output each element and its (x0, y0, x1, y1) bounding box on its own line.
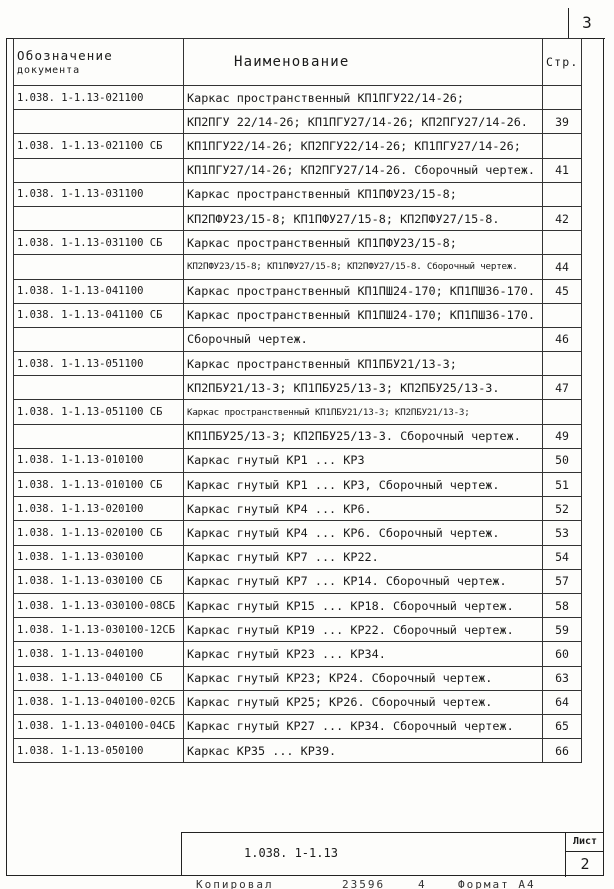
table-row (14, 303, 582, 327)
row-page: 53 (543, 521, 582, 545)
row-page (543, 182, 582, 206)
row-name: Каркас гнутый КР7 ... КР22. (184, 545, 543, 569)
header-document-line1: Обозначение (17, 48, 113, 63)
row-name: Каркас гнутый КР23 ... КР34. (184, 642, 543, 666)
row-code: 1.038. 1-1.13-040100 (14, 642, 184, 666)
table-row (14, 206, 582, 230)
table-row (14, 424, 582, 448)
row-code: 1.038. 1-1.13-051100 СБ (14, 400, 184, 424)
footer (196, 876, 606, 889)
row-code: 1.038. 1-1.13-031100 (14, 182, 184, 206)
table-row (14, 400, 582, 424)
row-name: Каркас пространственный КП1ПФУ23/15-8; (184, 231, 543, 255)
footer-index: 4 (418, 878, 427, 889)
header-page: Стр. (543, 39, 582, 86)
row-page: 49 (543, 424, 582, 448)
document-list-table (13, 38, 582, 763)
sheet-number: 3 (568, 8, 605, 39)
row-page: 66 (543, 739, 582, 763)
table-row (14, 352, 582, 376)
table-row (14, 231, 582, 255)
row-name: Каркас КР35 ... КР39. (184, 739, 543, 763)
row-code: 1.038. 1-1.13-041100 СБ (14, 303, 184, 327)
table-row (14, 690, 582, 714)
row-code (14, 327, 184, 351)
table-row (14, 618, 582, 642)
row-page: 44 (543, 255, 582, 279)
row-page (543, 231, 582, 255)
table-row (14, 521, 582, 545)
row-page: 50 (543, 448, 582, 472)
footer-format: Формат А4 (458, 878, 536, 889)
row-name: Каркас гнутый КР27 ... КР34. Сборочный чертеж. (184, 714, 543, 738)
row-page: 54 (543, 545, 582, 569)
table-row (14, 642, 582, 666)
title-block-code: 1.038. 1-1.13 (244, 846, 338, 860)
row-name: Каркас пространственный КП1ПБУ21/13-3; (184, 352, 543, 376)
row-page (543, 352, 582, 376)
row-code: 1.038. 1-1.13-030100 СБ (14, 569, 184, 593)
row-name: Каркас пространственный КП1ПШ24-170; КП1ПШ36-170. (184, 279, 543, 303)
row-code (14, 110, 184, 134)
table-row (14, 569, 582, 593)
table-row (14, 110, 582, 134)
table-row (14, 255, 582, 279)
row-code (14, 255, 184, 279)
row-name: Каркас гнутый КР4 ... КР6. Сборочный чертеж. (184, 521, 543, 545)
row-page (543, 134, 582, 158)
row-page (543, 400, 582, 424)
row-name: КП1ПГУ22/14-26; КП2ПГУ22/14-26; КП1ПГУ27/14-26; (184, 134, 543, 158)
row-name: Каркас гнутый КР15 ... КР18. Сборочный чертеж. (184, 593, 543, 617)
table-row (14, 376, 582, 400)
row-name: Каркас гнутый КР23; КР24. Сборочный чертеж. (184, 666, 543, 690)
table-row (14, 714, 582, 738)
row-page: 46 (543, 327, 582, 351)
table-row (14, 473, 582, 497)
row-code: 1.038. 1-1.13-031100 СБ (14, 231, 184, 255)
row-page: 58 (543, 593, 582, 617)
row-page: 41 (543, 158, 582, 182)
sheet-value: 2 (565, 851, 604, 877)
row-name: Каркас пространственный КП1ПФУ23/15-8; (184, 182, 543, 206)
row-page: 42 (543, 206, 582, 230)
row-code: 1.038. 1-1.13-051100 (14, 352, 184, 376)
table-row (14, 327, 582, 351)
row-page: 47 (543, 376, 582, 400)
row-name: КП2ПБУ21/13-3; КП1ПБУ25/13-3; КП2ПБУ25/13-3. (184, 376, 543, 400)
table-row (14, 666, 582, 690)
footer-copied: Копировал (196, 878, 274, 889)
row-code: 1.038. 1-1.13-020100 СБ (14, 521, 184, 545)
row-name: Каркас пространственный КП1ПБУ21/13-3; КП2ПБУ21/13-3; (184, 400, 543, 424)
row-name: Каркас гнутый КР19 ... КР22. Сборочный чертеж. (184, 618, 543, 642)
row-code: 1.038. 1-1.13-021100 (14, 86, 184, 110)
row-page: 51 (543, 473, 582, 497)
row-name: КП2ПФУ23/15-8; КП1ПФУ27/15-8; КП2ПФУ27/15-8. Сборочный чертеж. (184, 255, 543, 279)
row-code: 1.038. 1-1.13-020100 (14, 497, 184, 521)
row-code: 1.038. 1-1.13-010100 СБ (14, 473, 184, 497)
sheet-label: Лист (565, 833, 604, 852)
row-code: 1.038. 1-1.13-010100 (14, 448, 184, 472)
row-name: КП2ПФУ23/15-8; КП1ПФУ27/15-8; КП2ПФУ27/15-8. (184, 206, 543, 230)
row-name: КП1ПГУ27/14-26; КП2ПГУ27/14-26. Сборочный чертеж. (184, 158, 543, 182)
row-page (543, 303, 582, 327)
table-header-row (14, 39, 582, 86)
row-name: КП2ПГУ 22/14-26; КП1ПГУ27/14-26; КП2ПГУ27/14-26. (184, 110, 543, 134)
row-code: 1.038. 1-1.13-021100 СБ (14, 134, 184, 158)
table-row (14, 497, 582, 521)
row-code: 1.038. 1-1.13-040100-04СБ (14, 714, 184, 738)
row-code (14, 206, 184, 230)
table-row (14, 593, 582, 617)
row-code (14, 424, 184, 448)
header-name: Наименование (184, 39, 543, 86)
table-row (14, 545, 582, 569)
row-name: Каркас гнутый КР25; КР26. Сборочный чертеж. (184, 690, 543, 714)
table-row (14, 739, 582, 763)
row-code: 1.038. 1-1.13-040100-02СБ (14, 690, 184, 714)
row-page: 45 (543, 279, 582, 303)
table-row (14, 448, 582, 472)
table-row (14, 86, 582, 110)
row-page: 57 (543, 569, 582, 593)
row-name: Каркас пространственный КП1ПГУ22/14-26; (184, 86, 543, 110)
row-name: Каркас гнутый КР1 ... КР3 (184, 448, 543, 472)
header-document (14, 39, 184, 86)
row-code: 1.038. 1-1.13-030100-08СБ (14, 593, 184, 617)
header-document-line2: документа (17, 65, 81, 76)
row-page (543, 86, 582, 110)
row-code (14, 376, 184, 400)
row-page: 63 (543, 666, 582, 690)
row-page: 64 (543, 690, 582, 714)
row-name: Каркас гнутый КР4 ... КР6. (184, 497, 543, 521)
title-block (181, 832, 604, 876)
row-page: 59 (543, 618, 582, 642)
row-code: 1.038. 1-1.13-041100 (14, 279, 184, 303)
row-code (14, 158, 184, 182)
row-page: 52 (543, 497, 582, 521)
table-row (14, 134, 582, 158)
row-name: Каркас гнутый КР7 ... КР14. Сборочный чертеж. (184, 569, 543, 593)
row-page: 39 (543, 110, 582, 134)
table-row (14, 182, 582, 206)
row-code: 1.038. 1-1.13-030100-12СБ (14, 618, 184, 642)
row-code: 1.038. 1-1.13-050100 (14, 739, 184, 763)
table-row (14, 279, 582, 303)
footer-order: 23596 (342, 878, 386, 889)
row-page: 60 (543, 642, 582, 666)
row-page: 65 (543, 714, 582, 738)
row-name: КП1ПБУ25/13-3; КП2ПБУ25/13-3. Сборочный чертеж. (184, 424, 543, 448)
row-code: 1.038. 1-1.13-040100 СБ (14, 666, 184, 690)
row-name: Каркас гнутый КР1 ... КР3, Сборочный чертеж. (184, 473, 543, 497)
row-name: Каркас пространственный КП1ПШ24-170; КП1ПШ36-170. (184, 303, 543, 327)
row-code: 1.038. 1-1.13-030100 (14, 545, 184, 569)
row-name: Сборочный чертеж. (184, 327, 543, 351)
table-row (14, 158, 582, 182)
